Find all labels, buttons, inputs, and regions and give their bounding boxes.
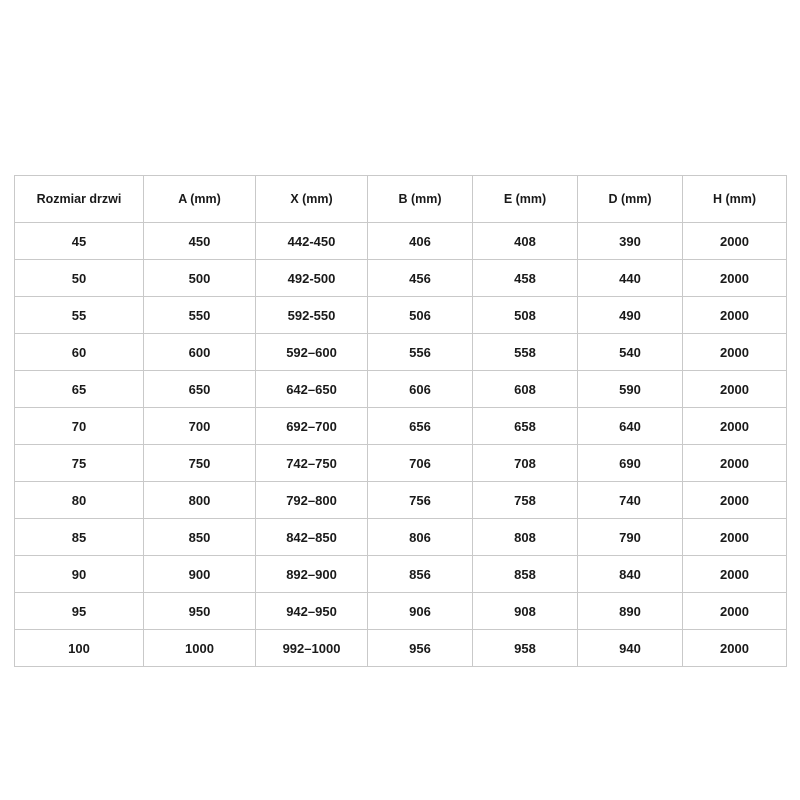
column-header-b: B (mm) — [368, 176, 473, 223]
cell-e: 958 — [473, 630, 578, 667]
cell-size: 55 — [15, 297, 144, 334]
cell-h: 2000 — [683, 260, 787, 297]
cell-d: 590 — [578, 371, 683, 408]
cell-a: 450 — [144, 223, 256, 260]
table-row — [15, 445, 787, 482]
cell-e: 458 — [473, 260, 578, 297]
cell-h: 2000 — [683, 482, 787, 519]
cell-h: 2000 — [683, 223, 787, 260]
cell-size: 90 — [15, 556, 144, 593]
cell-x: 792–800 — [256, 482, 368, 519]
cell-d: 740 — [578, 482, 683, 519]
cell-x: 692–700 — [256, 408, 368, 445]
cell-x: 842–850 — [256, 519, 368, 556]
cell-h: 2000 — [683, 408, 787, 445]
cell-x: 742–750 — [256, 445, 368, 482]
cell-b: 506 — [368, 297, 473, 334]
cell-h: 2000 — [683, 630, 787, 667]
cell-a: 700 — [144, 408, 256, 445]
cell-e: 708 — [473, 445, 578, 482]
cell-d: 390 — [578, 223, 683, 260]
cell-a: 950 — [144, 593, 256, 630]
cell-e: 408 — [473, 223, 578, 260]
cell-size: 60 — [15, 334, 144, 371]
table-row — [15, 593, 787, 630]
cell-size: 100 — [15, 630, 144, 667]
cell-x: 592–600 — [256, 334, 368, 371]
cell-h: 2000 — [683, 556, 787, 593]
cell-a: 500 — [144, 260, 256, 297]
cell-a: 550 — [144, 297, 256, 334]
cell-a: 650 — [144, 371, 256, 408]
cell-size: 75 — [15, 445, 144, 482]
column-header-x: X (mm) — [256, 176, 368, 223]
cell-size: 95 — [15, 593, 144, 630]
cell-d: 440 — [578, 260, 683, 297]
cell-b: 756 — [368, 482, 473, 519]
cell-d: 640 — [578, 408, 683, 445]
cell-x: 442-450 — [256, 223, 368, 260]
cell-h: 2000 — [683, 334, 787, 371]
cell-d: 540 — [578, 334, 683, 371]
cell-a: 750 — [144, 445, 256, 482]
cell-a: 600 — [144, 334, 256, 371]
cell-e: 508 — [473, 297, 578, 334]
cell-d: 490 — [578, 297, 683, 334]
cell-e: 908 — [473, 593, 578, 630]
table-row — [15, 482, 787, 519]
cell-x: 642–650 — [256, 371, 368, 408]
cell-b: 656 — [368, 408, 473, 445]
table-row — [15, 223, 787, 260]
cell-b: 906 — [368, 593, 473, 630]
cell-a: 900 — [144, 556, 256, 593]
cell-b: 406 — [368, 223, 473, 260]
cell-h: 2000 — [683, 593, 787, 630]
cell-e: 808 — [473, 519, 578, 556]
table-body — [15, 223, 787, 667]
table-header-row — [15, 176, 787, 223]
cell-d: 690 — [578, 445, 683, 482]
cell-h: 2000 — [683, 371, 787, 408]
cell-b: 956 — [368, 630, 473, 667]
table-row — [15, 260, 787, 297]
column-header-d: D (mm) — [578, 176, 683, 223]
cell-size: 45 — [15, 223, 144, 260]
cell-h: 2000 — [683, 519, 787, 556]
cell-b: 706 — [368, 445, 473, 482]
table-row — [15, 630, 787, 667]
cell-e: 658 — [473, 408, 578, 445]
column-header-e: E (mm) — [473, 176, 578, 223]
cell-d: 940 — [578, 630, 683, 667]
size-table-container — [14, 175, 786, 667]
table-row — [15, 519, 787, 556]
column-header-h: H (mm) — [683, 176, 787, 223]
cell-e: 858 — [473, 556, 578, 593]
cell-b: 456 — [368, 260, 473, 297]
column-header-size: Rozmiar drzwi — [15, 176, 144, 223]
cell-d: 790 — [578, 519, 683, 556]
table-header — [15, 176, 787, 223]
cell-x: 942–950 — [256, 593, 368, 630]
cell-b: 856 — [368, 556, 473, 593]
cell-size: 50 — [15, 260, 144, 297]
cell-a: 800 — [144, 482, 256, 519]
cell-size: 80 — [15, 482, 144, 519]
cell-e: 758 — [473, 482, 578, 519]
cell-d: 890 — [578, 593, 683, 630]
cell-e: 608 — [473, 371, 578, 408]
table-row — [15, 371, 787, 408]
table-row — [15, 297, 787, 334]
column-header-a: A (mm) — [144, 176, 256, 223]
cell-size: 85 — [15, 519, 144, 556]
cell-x: 992–1000 — [256, 630, 368, 667]
cell-h: 2000 — [683, 445, 787, 482]
table-row — [15, 334, 787, 371]
cell-b: 556 — [368, 334, 473, 371]
cell-h: 2000 — [683, 297, 787, 334]
door-size-table — [14, 175, 787, 667]
table-row — [15, 556, 787, 593]
cell-a: 1000 — [144, 630, 256, 667]
cell-d: 840 — [578, 556, 683, 593]
cell-x: 492-500 — [256, 260, 368, 297]
cell-x: 892–900 — [256, 556, 368, 593]
cell-size: 65 — [15, 371, 144, 408]
cell-b: 606 — [368, 371, 473, 408]
table-row — [15, 408, 787, 445]
cell-a: 850 — [144, 519, 256, 556]
cell-b: 806 — [368, 519, 473, 556]
cell-x: 592-550 — [256, 297, 368, 334]
cell-size: 70 — [15, 408, 144, 445]
cell-e: 558 — [473, 334, 578, 371]
